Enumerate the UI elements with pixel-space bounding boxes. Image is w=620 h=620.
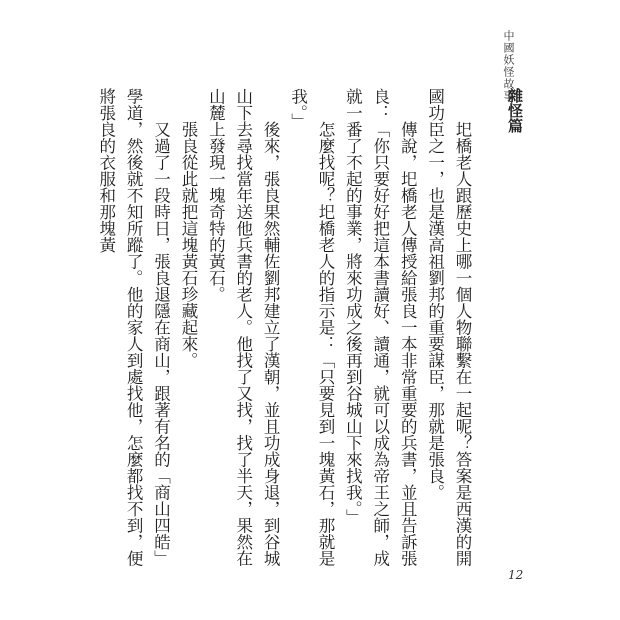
paragraph: 怎麼找呢？圯橋老人的指示是：「只要見到一塊黃石，那就是我。」 — [288, 88, 335, 567]
paragraph: 圯橋老人跟歷史上哪一個人物聯繫在一起呢？答案是西漢的開國功臣之一，也是漢高祖劉邦的重要謀臣，那就是張良。 — [425, 88, 472, 567]
page-number: 12 — [508, 568, 524, 582]
body-text — [96, 88, 476, 568]
paragraph: 又過了一段時日，張良退隱在商山，跟著有名的「商山四皓」學道，然後就不知所蹤了。他的家人到處找他，怎麼都找不到，便將張良的衣服和那塊黃 — [96, 88, 171, 567]
running-header: 中國妖怪故事 — [502, 30, 515, 102]
paragraph: 後來，張良果然輔佐劉邦建立了漢朝，並且功成身退，到谷城山下去尋找當年送他兵書的老人。他找了又找，找了半天，果然在山麓上發現一塊奇特的黃石。 — [206, 88, 281, 567]
paragraph: 傳說，圯橋老人傳授給張良一本非常重要的兵書，並且告訴張良：「你只要好好把這本書讀好、讀通，就可以成為帝王之師，成就一番了不起的事業，將來功成之後再到谷城山下來找我。」 — [343, 88, 418, 567]
section-title: 雜怪篇 — [506, 88, 524, 133]
paragraph: 張良從此就把這塊黃石珍藏起來。 — [178, 88, 198, 369]
